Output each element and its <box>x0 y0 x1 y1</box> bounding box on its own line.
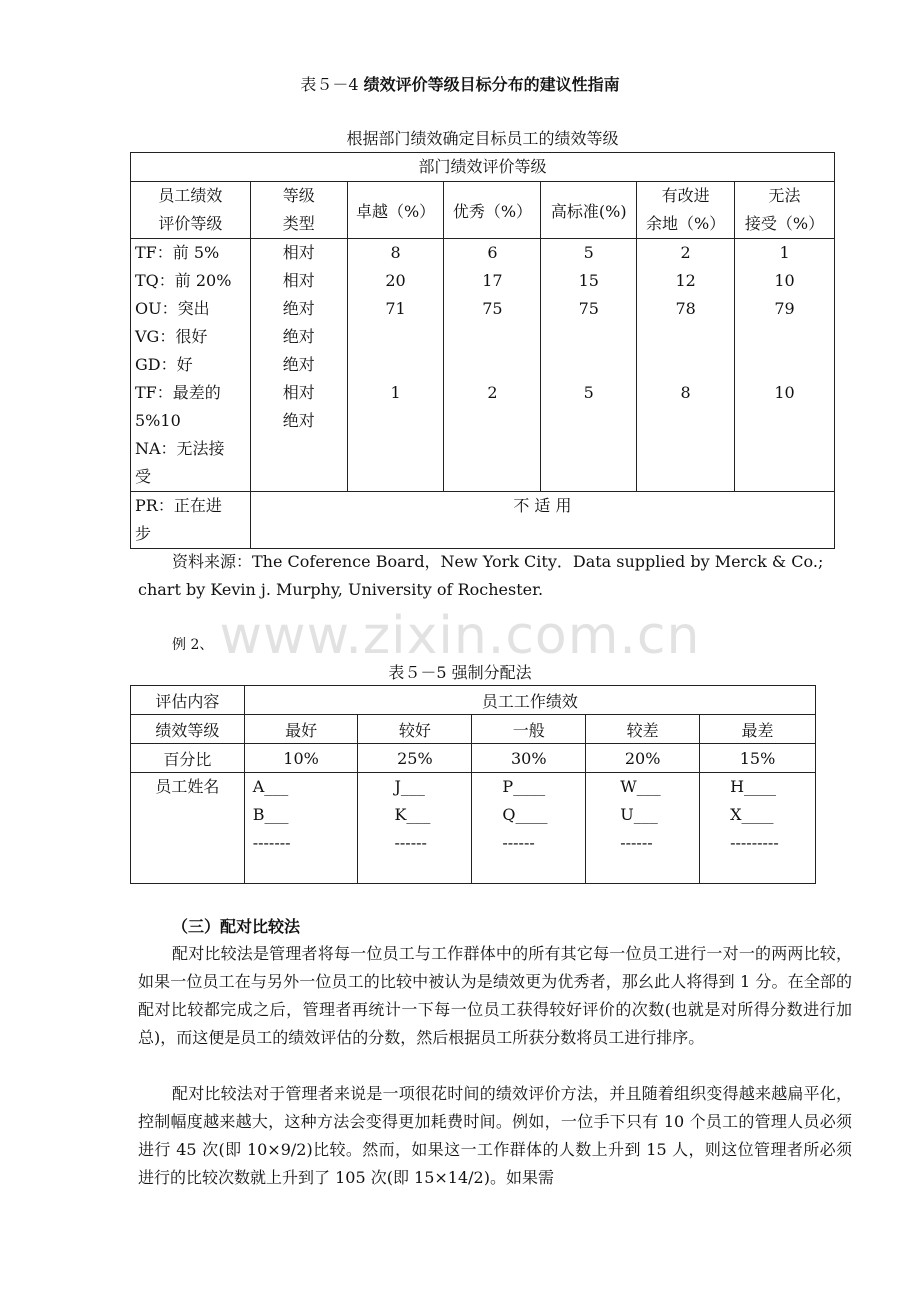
table1-caption: 根据部门绩效确定目标员工的绩效等级 <box>346 129 619 148</box>
table-row <box>131 686 816 715</box>
watermark: www.zixin.com.cn <box>219 606 701 666</box>
level-cell: 一般 <box>472 715 586 744</box>
high-standard-column: 5 15 75 5 <box>541 239 637 492</box>
excellent-column: 8 20 71 1 <box>347 239 444 492</box>
dept-header: 部门绩效评价等级 <box>131 153 835 182</box>
unacceptable-column: 1 10 79 10 <box>735 239 835 492</box>
row-label-content: 评估内容 <box>131 686 245 715</box>
names-cell: A___ B___ ------- <box>244 773 358 884</box>
level-cell: 较好 <box>358 715 472 744</box>
example-label: 例 2、 <box>172 637 214 653</box>
level-cell: 最好 <box>244 715 358 744</box>
row-label-percent: 百分比 <box>131 744 245 773</box>
col-header-improve: 有改进 余地（%） <box>637 182 735 239</box>
employee-grade-column: TF：前 5% TQ：前 20% OU：突出 VG：很好 GD：好 TF：最差的 5%10 NA：无法接 受 <box>131 239 251 492</box>
percent-cell: 10% <box>244 744 358 773</box>
grade-distribution-table <box>130 152 835 549</box>
table-row <box>131 773 816 884</box>
section-title: （三）配对比较法 <box>172 917 301 936</box>
names-cell: W___ U___ ------ <box>586 773 700 884</box>
grade-type-column: 相对 相对 绝对 绝对 绝对 相对 绝对 <box>250 239 347 492</box>
good-column: 6 17 75 2 <box>444 239 541 492</box>
names-cell: J___ K___ ------ <box>358 773 472 884</box>
col-header-excellent: 卓越（%） <box>347 182 444 239</box>
col-header-good: 优秀（%） <box>444 182 541 239</box>
forced-distribution-table <box>130 685 816 884</box>
row-label-level: 绩效等级 <box>131 715 245 744</box>
table1-title-bold: 绩效评价等级目标分布的建议性指南 <box>363 75 620 94</box>
names-cell: H____ X____ --------- <box>700 773 816 884</box>
percent-cell: 15% <box>700 744 816 773</box>
col-header-high-standard: 高标准(%) <box>541 182 637 239</box>
percent-cell: 30% <box>472 744 586 773</box>
table-row <box>131 715 816 744</box>
level-cell: 最差 <box>700 715 816 744</box>
percent-cell: 20% <box>586 744 700 773</box>
col-header-employee: 员工绩效 评价等级 <box>131 182 251 239</box>
names-cell: P____ Q____ ------ <box>472 773 586 884</box>
not-applicable-cell: 不 适 用 <box>250 492 834 549</box>
row-label-names: 员工姓名 <box>131 773 245 884</box>
improve-column: 2 12 78 8 <box>637 239 735 492</box>
source-note: 资料来源：The Coference Board，New York City．Data supplied by Merck & Co.; chart by Kevin j. Murphy, University of Rochester. <box>138 552 824 599</box>
col-header-unacceptable: 无法 接受（%） <box>735 182 835 239</box>
progress-row-label: PR：正在进 步 <box>131 492 251 549</box>
percent-cell: 25% <box>358 744 472 773</box>
paragraph: 配对比较法是管理者将每一位员工与工作群体中的所有其它每一位员工进行一对一的两两比较，如果一位员工在与另外一位员工的比较中被认为是绩效更为优秀者，那幺此人将得到 1 分。在全部的配对比较都完成之后，管理者再统计一下每一位员工获得较好评价的次数(也就是对所得分数进行加总)，而这便是员工的绩效评估的分数，然后根据员工所获分数将员工进行排序。 <box>138 944 852 1047</box>
table2-caption: 表５－5 强制分配法 <box>388 663 532 682</box>
table1-title-prefix: 表５－4 <box>300 75 359 94</box>
col-header-type: 等级 类型 <box>250 182 347 239</box>
paragraph: 配对比较法对于管理者来说是一项很花时间的绩效评价方法，并且随着组织变得越来越扁平化，控制幅度越来越大，这种方法会变得更加耗费时间。例如，一位手下只有 10 个员工的管理人员必须进行 45 次(即 10×9/2)比较。然而，如果这一工作群体的人数上升到 15 人，则这位管理者所必须进行的比较次数就上升到了 105 次(即 15×14/2)。如果需 <box>138 1084 852 1187</box>
table1-title <box>0 72 920 95</box>
table-row <box>131 744 816 773</box>
work-performance-header: 员工工作绩效 <box>244 686 815 715</box>
level-cell: 较差 <box>586 715 700 744</box>
